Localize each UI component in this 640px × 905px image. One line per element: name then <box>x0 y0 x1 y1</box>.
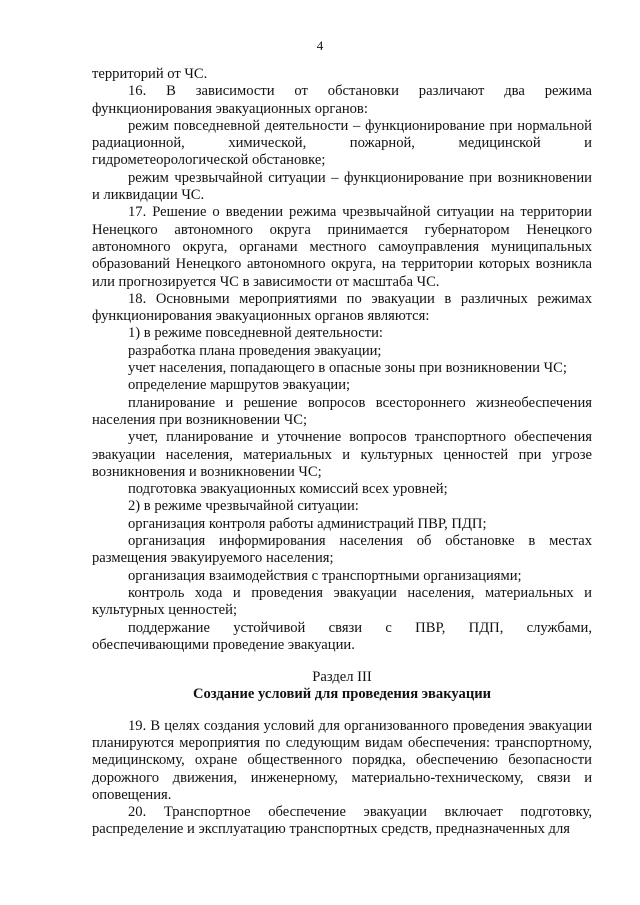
paragraph: режим чрезвычайной ситуации – функционирование при возникновении и ликвидации ЧС. <box>92 169 592 204</box>
section-label: Раздел III <box>312 669 372 686</box>
document-body <box>92 66 592 839</box>
paragraph: режим повседневной деятельности – функционирование при нормальной радиационной, химической, пожарной, медицинской и гидрометеорологической обстановке; <box>92 117 592 169</box>
paragraph: определение маршрутов эвакуации; <box>128 377 351 394</box>
page-number: 4 <box>316 38 324 53</box>
paragraph: разработка плана проведения эвакуации; <box>128 342 382 359</box>
paragraph: организация взаимодействия с транспортными организациями; <box>128 567 522 584</box>
paragraph: планирование и решение вопросов всестороннего жизнеобеспечения населения при возникновении ЧС; <box>92 394 592 428</box>
paragraph: учет населения, попадающего в опасные зоны при возникновении ЧС; <box>128 360 567 377</box>
section-title: Создание условий для проведения эвакуации <box>192 686 492 703</box>
paragraph: территорий от ЧС. <box>92 66 208 82</box>
paragraph: 20. Транспортное обеспечение эвакуации включает подготовку, распределение и эксплуатацию транспортных средств, предназначенных для <box>92 804 592 838</box>
paragraph: поддержание устойчивой связи с ПВР, ПДП, службами, обеспечивающими проведение эвакуации. <box>92 619 592 653</box>
paragraph: 1) в режиме повседневной деятельности: <box>128 325 383 342</box>
paragraph: учет, планирование и уточнение вопросов транспортного обеспечения эвакуации населения, материальных и культурных ценностей при угрозе возникновения и возникновении ЧС; <box>92 429 592 480</box>
paragraph: организация информирования населения об обстановке в местах размещения эвакуируемого населения; <box>92 533 592 567</box>
paragraph: 17. Решение о введении режима чрезвычайной ситуации на территории Ненецкого автономного округа принимается губернатором Ненецкого автономного округа, органами местного самоуправления муниципальных образований Ненецкого автономного округа, на территории которых возникла или прогнозируется ЧС в зависимости от масштаба ЧС. <box>92 204 592 290</box>
paragraph: 18. Основными мероприятиями по эвакуации в различных режимах функционирования эвакуационных органов являются: <box>92 290 592 325</box>
paragraph: контроль хода и проведения эвакуации населения, материальных и культурных ценностей; <box>92 584 592 619</box>
paragraph: организация контроля работы администраций ПВР, ПДП; <box>128 515 487 532</box>
paragraph: 2) в режиме чрезвычайной ситуации: <box>128 498 359 515</box>
paragraph: 19. В целях создания условий для организованного проведения эвакуации планируются мероприятия по следующим видам обеспечения: транспортному, медицинскому, охране общественного порядка, обеспечению безопасности дорожного движения, инженерному, материально-техническому, связи и оповещения. <box>92 717 592 803</box>
paragraph: 16. В зависимости от обстановки различают два режима функционирования эвакуационных органов: <box>92 83 592 117</box>
paragraph: подготовка эвакуационных комиссий всех уровней; <box>128 481 448 498</box>
